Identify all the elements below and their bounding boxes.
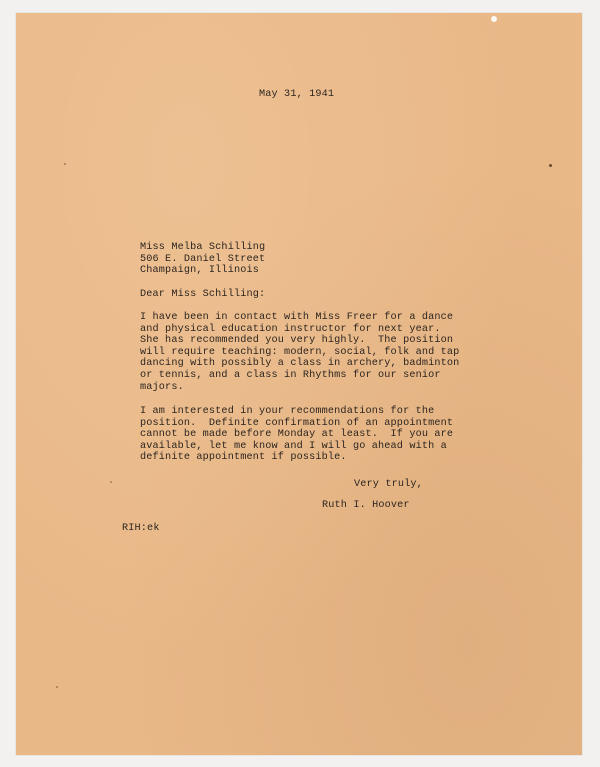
recipient-city: Champaign, Illinois (140, 265, 260, 277)
paragraph-line: She has recommended you very highly. The position (140, 335, 454, 347)
recipient-name: Miss Melba Schilling (140, 242, 266, 253)
paragraph-line: and physical education instructor for next year. (140, 323, 441, 335)
body-paragraph-1 (140, 312, 459, 393)
letter-date: May 31, 1941 (259, 89, 335, 100)
paragraph-line: or tennis, and a class in Rhythms for our senior (140, 369, 441, 381)
paragraph-line: majors. (140, 381, 184, 393)
paragraph-line: cannot be made before Monday at least. If you are (140, 429, 454, 441)
recipient-street: 506 E. Daniel Street (140, 253, 266, 265)
paragraph-line: available, let me know and I will go ahead with a (140, 440, 447, 452)
paper-speck (64, 163, 66, 165)
paper-speck (56, 686, 58, 688)
letter-page (16, 13, 582, 755)
corner-dot (491, 16, 497, 22)
paragraph-line: I have been in contact with Miss Freer for a dance (140, 312, 454, 323)
reference-initials: RIH:ek (122, 523, 160, 534)
paragraph-line: definite appointment if possible. (140, 452, 347, 464)
paragraph-line: position. Definite confirmation of an appointment (140, 417, 454, 429)
body-paragraph-2 (140, 406, 453, 464)
paper-speck (549, 164, 552, 167)
paragraph-line: dancing with possibly a class in archery, badminton (140, 358, 460, 370)
paper-speck (110, 481, 112, 483)
paragraph-line: will require teaching: modern, social, folk and tap (140, 346, 460, 358)
signer-name: Ruth I. Hoover (322, 500, 410, 511)
recipient-address (140, 242, 265, 277)
salutation: Dear Miss Schilling: (140, 289, 266, 300)
complimentary-closing: Very truly, (354, 479, 423, 490)
paragraph-line: I am interested in your recommendations for the (140, 406, 435, 417)
